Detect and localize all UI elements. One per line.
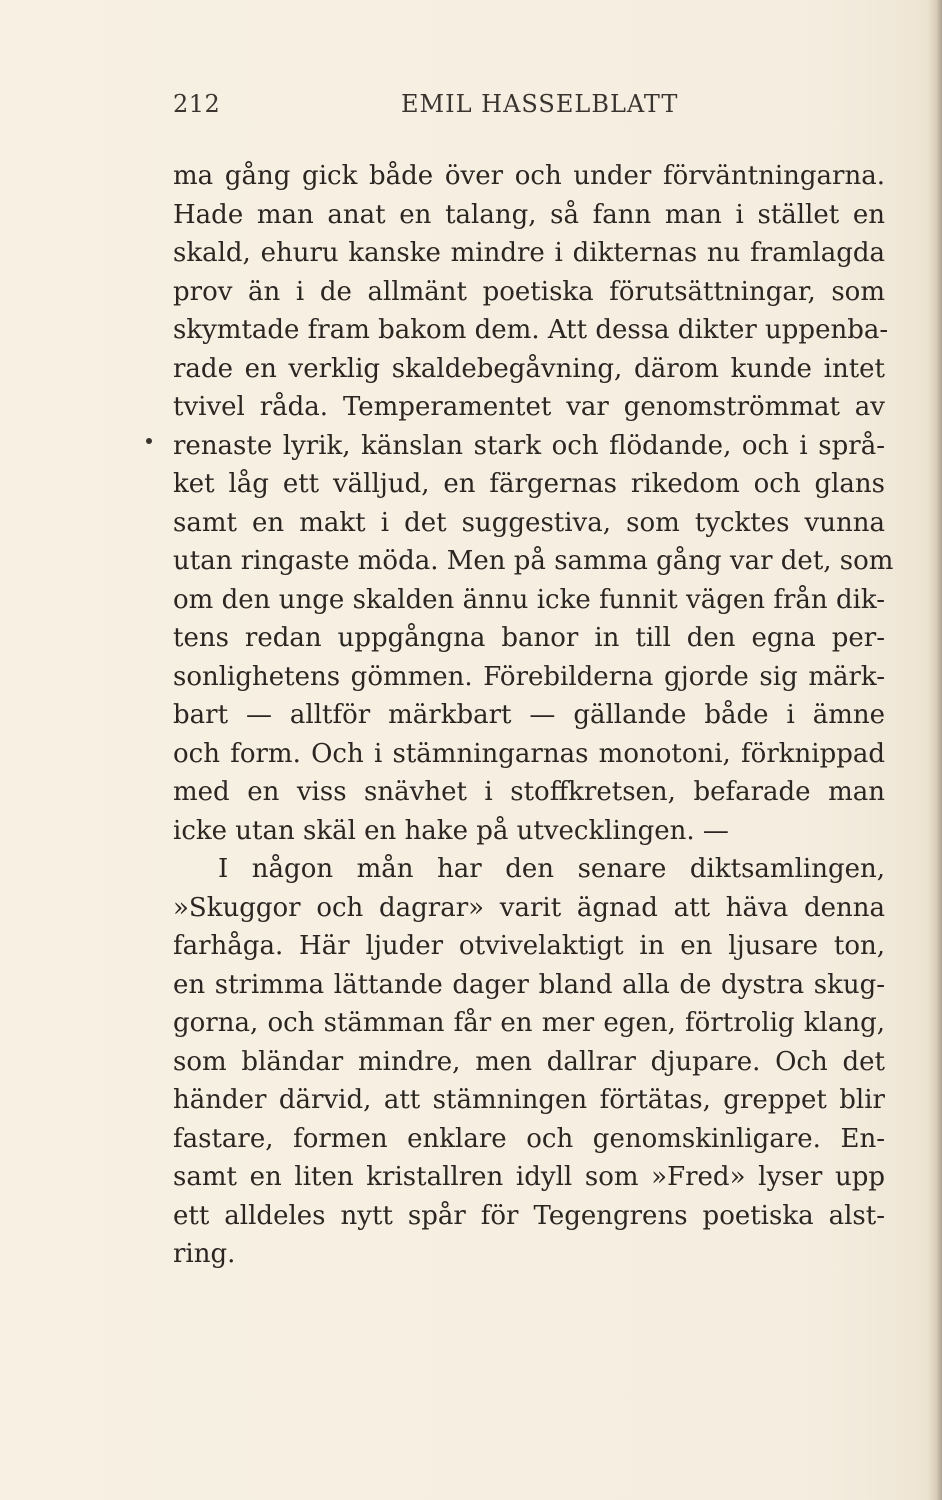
text-line: en strimma lättande dager bland alla de dystra skug- (173, 969, 885, 1000)
running-title: EMIL HASSELBLATT (401, 90, 679, 118)
text-line: bart — alltför märkbart — gällande både i ämne (173, 700, 885, 730)
text-line: ett alldeles nytt spår för Tegengrens poetiska alst- (173, 1200, 885, 1231)
text-line: renaste lyrik, känslan stark och flödande, och i språ- (173, 430, 885, 461)
text-line: icke utan skäl en hake på utvecklingen. — (173, 815, 729, 846)
text-line: tens redan uppgångna banor in till den egna per- (173, 623, 885, 653)
text-line: samt en makt i det suggestiva, som tycktes vunna (173, 507, 885, 538)
text-line: skymtade fram bakom dem. Att dessa dikter uppenba- (173, 315, 889, 345)
margin-dot (146, 438, 152, 444)
text-line: gorna, och stämman får en mer egen, förtrolig klang, (173, 1008, 885, 1038)
text-line: och form. Och i stämningarnas monotoni, förknippad (173, 738, 885, 769)
text-line: med en viss snävhet i stoffkretsen, befarade man (173, 777, 885, 807)
text-line: rade en verklig skaldebegåvning, därom kunde intet (173, 353, 885, 384)
text-line: sonlighetens gömmen. Förebilderna gjorde sig märk- (173, 661, 885, 692)
text-line-paragraph-start: I någon mån har den senare diktsamlingen, (218, 854, 885, 884)
page-header (173, 90, 885, 120)
text-line: ring. (173, 1239, 236, 1269)
text-line: »Skuggor och dagrar» varit ägnad att häva denna (173, 892, 885, 923)
page-number: 212 (173, 90, 221, 118)
text-line: ma gång gick både över och under förväntningarna. (173, 161, 885, 191)
text-line: Hade man anat en talang, så fann man i stället en (173, 199, 885, 230)
text-line: skald, ehuru kanske mindre i dikternas nu framlagda (173, 238, 885, 268)
text-line: utan ringaste möda. Men på samma gång var det, som (173, 546, 894, 576)
text-line: prov än i de allmänt poetiska förutsättningar, som (173, 276, 885, 307)
text-line: händer därvid, att stämningen förtätas, greppet blir (173, 1085, 885, 1115)
text-line: samt en liten kristallren idyll som »Fred» lyser upp (173, 1162, 885, 1192)
text-line: ket låg ett välljud, en färgernas rikedom och glans (173, 469, 885, 499)
text-line: fastare, formen enklare och genomskinligare. En- (173, 1123, 885, 1154)
text-line: farhåga. Här ljuder otvivelaktigt in en ljusare ton, (173, 931, 885, 961)
page-edge-shadow (928, 0, 942, 1500)
text-line: som bländar mindre, men dallrar djupare. Och det (173, 1046, 885, 1077)
body-text (173, 157, 894, 1274)
text-line: om den unge skalden ännu icke funnit vägen från dik- (173, 584, 885, 615)
text-line: tvivel råda. Temperamentet var genomströmmat av (173, 392, 885, 422)
